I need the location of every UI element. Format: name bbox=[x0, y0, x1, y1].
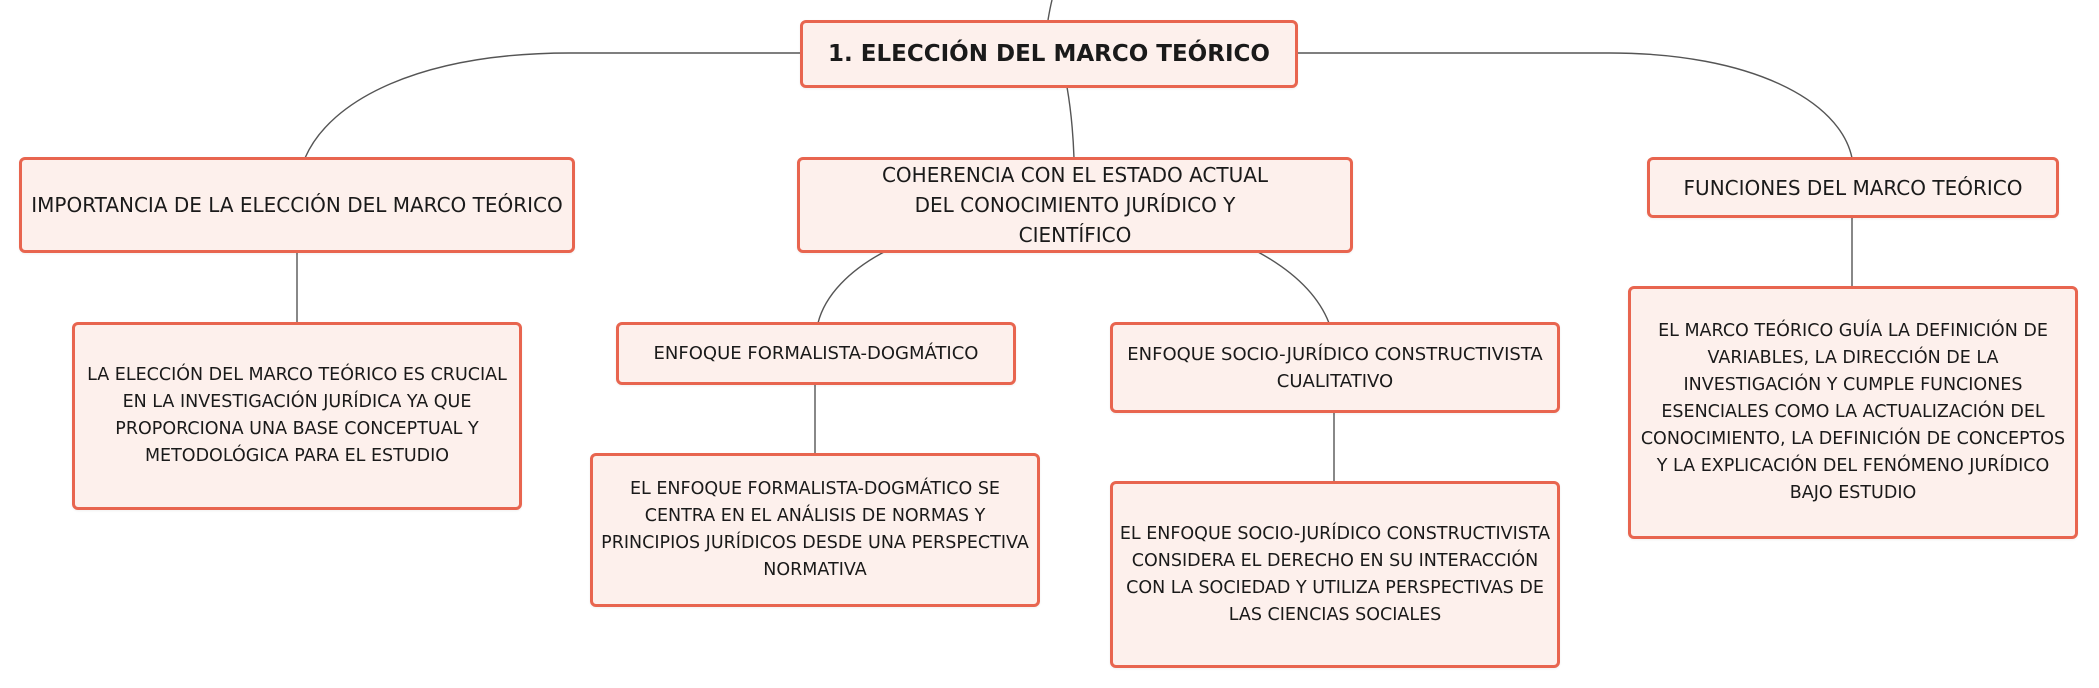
detail-importance-text: LA ELECCIÓN DEL MARCO TEÓRICO ES CRUCIAL EN LA INVESTIGACIÓN JURÍDICA YA QUE PROPORCIONA UNA BASE CONCEPTUAL Y METODOLÓGICA PARA EL ESTUDIO bbox=[87, 365, 507, 466]
root-topic-label: 1. ELECCIÓN DEL MARCO TEÓRICO bbox=[828, 41, 1270, 67]
connector-root-to-parent bbox=[1048, 0, 1052, 20]
connector-coherence-to-formalist bbox=[818, 252, 884, 323]
subtopic-socio-label: ENFOQUE SOCIO-JURÍDICO CONSTRUCTIVISTA CUALITATIVO bbox=[1127, 343, 1543, 392]
detail-functions[interactable] bbox=[1628, 286, 2078, 539]
topic-functions-label: FUNCIONES DEL MARCO TEÓRICO bbox=[1683, 175, 2023, 200]
topic-importance-label: IMPORTANCIA DE LA ELECCIÓN DEL MARCO TEÓRICO bbox=[31, 193, 563, 217]
topic-coherence[interactable] bbox=[797, 157, 1353, 253]
root-topic[interactable] bbox=[800, 20, 1298, 88]
topic-importance[interactable] bbox=[19, 157, 575, 253]
connector-coherence-to-socio bbox=[1258, 252, 1329, 323]
detail-socio-text: EL ENFOQUE SOCIO-JURÍDICO CONSTRUCTIVISTA CONSIDERA EL DERECHO EN SU INTERACCIÓN CON LA SOCIEDAD Y UTILIZA PERSPECTIVAS DE LAS CIENCIAS SOCIALES bbox=[1119, 523, 1551, 625]
subtopic-formalist[interactable] bbox=[616, 322, 1016, 385]
connector-root-to-coherence bbox=[1067, 87, 1074, 158]
connector-root-to-importance bbox=[305, 53, 800, 158]
detail-importance[interactable] bbox=[72, 322, 522, 510]
detail-functions-text: EL MARCO TEÓRICO GUÍA LA DEFINICIÓN DE VARIABLES, LA DIRECCIÓN DE LA INVESTIGACIÓN Y CUMPLE FUNCIONES ESENCIALES COMO LA ACTUALIZACIÓN DEL CONOCIMIENTO, LA DEFINICIÓN DE CONCEPTOS Y LA EXPLICACIÓN DEL FENÓMENO JURÍDICO BAJO ESTUDIO bbox=[1640, 321, 2066, 503]
topic-coherence-label: COHERENCIA CON EL ESTADO ACTUAL DEL CONOCIMIENTO JURÍDICO Y CIENTÍFICO bbox=[881, 163, 1269, 247]
subtopic-formalist-label: ENFOQUE FORMALISTA-DOGMÁTICO bbox=[653, 343, 979, 364]
connector-root-to-functions bbox=[1298, 53, 1852, 158]
subtopic-socio[interactable] bbox=[1110, 322, 1560, 413]
detail-formalist-text: EL ENFOQUE FORMALISTA-DOGMÁTICO SE CENTRA EN EL ANÁLISIS DE NORMAS Y PRINCIPIOS JURÍDICOS DESDE UNA PERSPECTIVA NORMATIVA bbox=[601, 479, 1029, 580]
topic-functions[interactable] bbox=[1647, 157, 2059, 218]
detail-formalist[interactable] bbox=[590, 453, 1040, 607]
detail-socio[interactable] bbox=[1110, 481, 1560, 668]
